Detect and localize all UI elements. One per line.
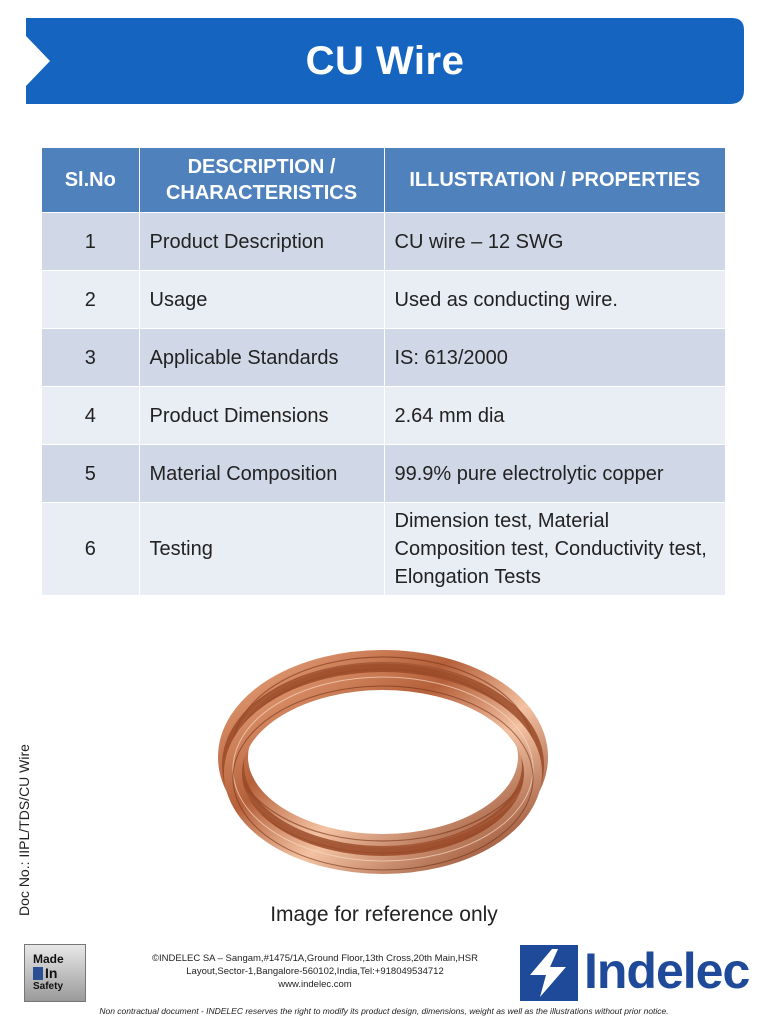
header-properties: ILLUSTRATION / PROPERTIES — [384, 148, 725, 213]
row-description: Product Description — [139, 213, 384, 271]
row-description: Applicable Standards — [139, 329, 384, 387]
header-description: DESCRIPTION / CHARACTERISTICS — [139, 148, 384, 213]
row-description: Product Dimensions — [139, 387, 384, 445]
row-property: Used as conducting wire. — [384, 271, 725, 329]
row-description: Material Composition — [139, 445, 384, 503]
lightning-logo-icon — [520, 945, 578, 1001]
table-row — [42, 329, 725, 387]
logo-wordmark: Indelec — [584, 943, 750, 999]
spec-table — [42, 148, 725, 596]
image-caption: Image for reference only — [270, 903, 498, 926]
disclaimer: Non contractual document - INDELEC reserves the right to modify its product design, dimensions, weight as well as the illustrations without prior notice. — [99, 1006, 669, 1016]
doc-number: Doc No.: IIPL/TDS/CU Wire — [16, 744, 32, 916]
row-number: 4 — [42, 387, 139, 445]
row-property: 99.9% pure electrolytic copper — [384, 445, 725, 503]
indelec-logo — [520, 945, 750, 1001]
row-number: 2 — [42, 271, 139, 329]
row-property: Dimension test, Material Composition test, Conductivity test, Elongation Tests — [384, 503, 725, 596]
page-title: CU Wire — [305, 38, 465, 83]
table-row — [42, 213, 725, 271]
row-number: 1 — [42, 213, 139, 271]
row-property: IS: 613/2000 — [384, 329, 725, 387]
badge-line-1: Made — [33, 952, 64, 966]
row-number: 6 — [42, 503, 139, 596]
row-number: 3 — [42, 329, 139, 387]
made-in-safety-badge — [24, 944, 86, 1002]
table-row — [42, 445, 725, 503]
website-link[interactable]: www.indelec.com — [278, 979, 352, 990]
badge-mark-icon — [33, 967, 43, 980]
row-description: Testing — [139, 503, 384, 596]
address-line-1: ©INDELEC SA – Sangam,#1475/1A,Ground Floor,13th Cross,20th Main,HSR — [152, 953, 478, 964]
badge-line-2: In — [45, 965, 58, 981]
row-property: CU wire – 12 SWG — [384, 213, 725, 271]
row-number: 5 — [42, 445, 139, 503]
address-line-2: Layout,Sector-1,Bangalore-560102,India,Tel:+918049534712 — [186, 966, 444, 977]
copper-wire-coil-image — [218, 645, 548, 890]
table-row — [42, 387, 725, 445]
table-row — [42, 503, 725, 596]
row-description: Usage — [139, 271, 384, 329]
table-header-row — [42, 148, 725, 213]
company-address — [140, 952, 490, 991]
row-property: 2.64 mm dia — [384, 387, 725, 445]
badge-line-3: Safety — [33, 981, 64, 992]
title-banner — [26, 18, 744, 104]
table-row — [42, 271, 725, 329]
header-sl-no: Sl.No — [42, 148, 139, 213]
